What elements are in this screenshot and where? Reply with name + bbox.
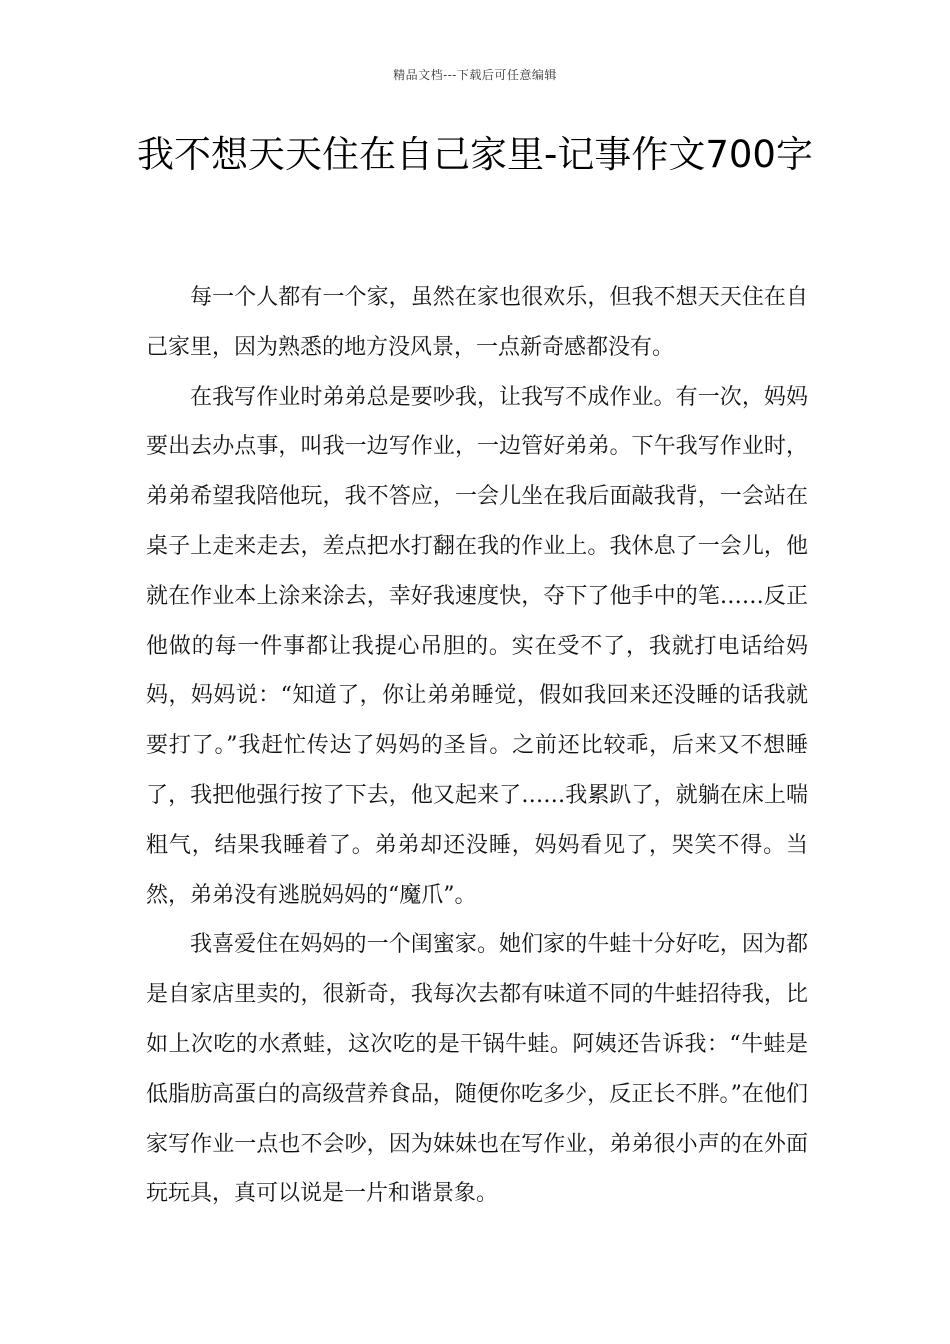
paragraph-3: 我喜爱住在妈妈的一个闺蜜家。她们家的牛蛙十分好吃，因为都是自家店里卖的，很新奇，我每次去都有味道不同的牛蛙招待我，比如上次吃的水煮蛙，这次吃的是干锅牛蛙。阿姨还告诉我：“牛蛙是低脂肪高蛋白的高级营养食品，随便你吃多少，反正长不胖。”在他们家写作业一点也不会吵，因为妹妹也在写作业，弟弟很小声的在外面玩玩具，真可以说是一片和谐景象。 [146, 932, 808, 1207]
paragraph-2: 在我写作业时弟弟总是要吵我，让我写不成作业。有一次，妈妈要出去办点事，叫我一边写作业，一边管好弟弟。下午我写作业时，弟弟希望我陪他玩，我不答应，一会儿坐在我后面敲我背，一会站在桌子上走来走去，差点把水打翻在我的作业上。我休息了一会儿，他就在作业本上涂来涂去，幸好我速度快，夺下了他手中的笔……反正他做的每一件事都让我提心吊胆的。实在受不了，我就打电话给妈妈，妈妈说：“知道了，你让弟弟睡觉，假如我回来还没睡的话我就要打了。”我赶忙传达了妈妈的圣旨。之前还比较乖，后来又不想睡了，我把他强行按了下去，他又起来了……我累趴了，就躺在床上喘粗气，结果我睡着了。弟弟却还没睡，妈妈看见了，哭笑不得。当然，弟弟没有逃脱妈妈的“魔爪”。 [146, 384, 808, 908]
paragraph-1: 每一个人都有一个家，虽然在家也很欢乐，但我不想天天住在自己家里，因为熟悉的地方没风景，一点新奇感都没有。 [146, 285, 808, 360]
header-note: 精品文档---下载后可任意编辑 [393, 68, 557, 82]
document-body [146, 273, 808, 1219]
document-title: 我不想天天住在自己家里-记事作文700字 [137, 133, 813, 176]
